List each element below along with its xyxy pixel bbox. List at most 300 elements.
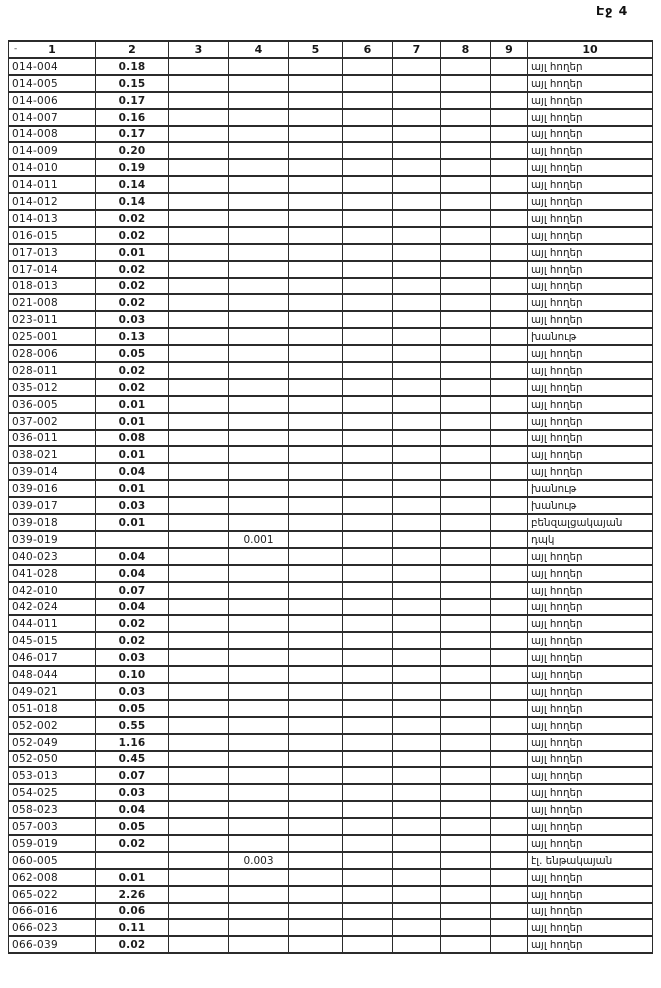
- cell-value: [229, 869, 289, 886]
- cell-value: [169, 446, 229, 463]
- cell-area: 0.01: [96, 244, 169, 261]
- cell-land-use: այլ հողեր: [528, 176, 653, 193]
- cell-land-use: այլ հողեր: [528, 244, 653, 261]
- column-header-4: 4: [229, 41, 289, 58]
- cell-value: [343, 58, 393, 75]
- cell-parcel-code: 025-001: [9, 328, 96, 345]
- cell-value: [169, 582, 229, 599]
- cell-value: [441, 649, 491, 666]
- cell-value: [441, 92, 491, 109]
- cell-area: 0.01: [96, 396, 169, 413]
- cell-value: [441, 936, 491, 953]
- cell-parcel-code: 044-011: [9, 615, 96, 632]
- cell-value: [393, 582, 441, 599]
- cell-value: [491, 362, 528, 379]
- cell-value: [441, 869, 491, 886]
- cell-value: [289, 261, 343, 278]
- cell-value: [229, 514, 289, 531]
- cell-value: [229, 903, 289, 920]
- cell-value: [229, 58, 289, 75]
- cell-parcel-code: 014-012: [9, 193, 96, 210]
- cell-value: [441, 75, 491, 92]
- cell-value: [441, 835, 491, 852]
- cell-value: [343, 362, 393, 379]
- cell-parcel-code: 014-007: [9, 109, 96, 126]
- cell-value: [229, 649, 289, 666]
- cell-land-use: այլ հողեր: [528, 565, 653, 582]
- cell-value: [169, 751, 229, 768]
- cell-value: [169, 278, 229, 295]
- cell-value: [343, 683, 393, 700]
- cell-value: [393, 142, 441, 159]
- cell-value: [289, 430, 343, 447]
- column-header-5: 5: [289, 41, 343, 58]
- column-header-7: 7: [393, 41, 441, 58]
- cell-value: [491, 649, 528, 666]
- cell-value: [229, 582, 289, 599]
- table-row: [9, 480, 653, 497]
- cell-value: [491, 852, 528, 869]
- cell-area: 0.03: [96, 784, 169, 801]
- cell-value: [393, 801, 441, 818]
- cell-area: 0.20: [96, 142, 169, 159]
- cell-parcel-code: 066-039: [9, 936, 96, 953]
- cell-value: [393, 430, 441, 447]
- cell-value: [169, 666, 229, 683]
- cell-value: [343, 193, 393, 210]
- cell-land-use: այլ հողեր: [528, 936, 653, 953]
- cell-value: [491, 835, 528, 852]
- cell-land-use: այլ հողեր: [528, 311, 653, 328]
- cell-value: [393, 261, 441, 278]
- cell-value: [393, 75, 441, 92]
- cell-value: [289, 936, 343, 953]
- cell-value: [441, 767, 491, 784]
- table-row: [9, 801, 653, 818]
- cell-value: [491, 767, 528, 784]
- cell-land-use: այլ հողեր: [528, 463, 653, 480]
- cell-parcel-code: 052-049: [9, 734, 96, 751]
- column-header-3: 3: [169, 41, 229, 58]
- cell-value: [441, 413, 491, 430]
- cell-value: [441, 58, 491, 75]
- cell-land-use: այլ հողեր: [528, 193, 653, 210]
- cell-value: [169, 345, 229, 362]
- cell-value: [491, 683, 528, 700]
- cell-value: [229, 717, 289, 734]
- cell-parcel-code: 039-017: [9, 497, 96, 514]
- cell-value: [393, 227, 441, 244]
- cell-value: [289, 311, 343, 328]
- cell-value: [169, 430, 229, 447]
- cell-value: [393, 818, 441, 835]
- cell-value: [441, 362, 491, 379]
- cell-value: [393, 159, 441, 176]
- cell-value: [393, 126, 441, 143]
- cell-value: [169, 767, 229, 784]
- cell-parcel-code: 042-010: [9, 582, 96, 599]
- cell-area: 0.01: [96, 446, 169, 463]
- cell-value: [441, 396, 491, 413]
- cell-value: [169, 632, 229, 649]
- cell-value: [343, 480, 393, 497]
- cell-value: [169, 903, 229, 920]
- cell-value: [229, 666, 289, 683]
- cell-value: [491, 565, 528, 582]
- cell-value: [169, 92, 229, 109]
- cell-value: [229, 328, 289, 345]
- cell-value: [229, 75, 289, 92]
- cell-value: [491, 818, 528, 835]
- cell-value: [441, 784, 491, 801]
- cell-parcel-code: 016-015: [9, 227, 96, 244]
- cell-value: [393, 666, 441, 683]
- cell-value: [289, 869, 343, 886]
- cell-value: [289, 413, 343, 430]
- cell-value: [229, 261, 289, 278]
- cell-value: [491, 294, 528, 311]
- cell-value: [441, 903, 491, 920]
- cell-parcel-code: 066-016: [9, 903, 96, 920]
- table-row: [9, 666, 653, 683]
- cell-value: [289, 362, 343, 379]
- cell-value: [343, 379, 393, 396]
- cell-land-use: այլ հողեր: [528, 818, 653, 835]
- cell-value: [343, 497, 393, 514]
- table-row: [9, 92, 653, 109]
- cell-value: [441, 430, 491, 447]
- cell-land-use: այլ հողեր: [528, 683, 653, 700]
- cell-value: [393, 734, 441, 751]
- cell-value: [491, 599, 528, 616]
- cell-value: [169, 565, 229, 582]
- table-row: [9, 362, 653, 379]
- cell-land-use: այլ հողեր: [528, 801, 653, 818]
- cell-value: [229, 480, 289, 497]
- cell-value: [491, 413, 528, 430]
- cell-value: [343, 886, 393, 903]
- cell-value: [289, 278, 343, 295]
- cell-land-use: այլ հողեր: [528, 345, 653, 362]
- cell-area: 0.03: [96, 311, 169, 328]
- cell-value: [289, 548, 343, 565]
- cell-value: [343, 666, 393, 683]
- cell-value: [441, 193, 491, 210]
- cell-land-use: այլ հողեր: [528, 278, 653, 295]
- cell-value: [491, 886, 528, 903]
- cell-value: [441, 126, 491, 143]
- cell-value: [289, 903, 343, 920]
- cell-value: [229, 193, 289, 210]
- cell-value: [169, 801, 229, 818]
- cell-parcel-code: 039-014: [9, 463, 96, 480]
- cell-value: [393, 109, 441, 126]
- cell-value: [229, 801, 289, 818]
- cell-value: [229, 362, 289, 379]
- cell-value: [343, 446, 393, 463]
- cell-area: 0.02: [96, 632, 169, 649]
- cell-parcel-code: 035-012: [9, 379, 96, 396]
- cell-value: [491, 58, 528, 75]
- cell-land-use: այլ հողեր: [528, 227, 653, 244]
- cell-land-use: այլ հողեր: [528, 582, 653, 599]
- cell-value: [289, 92, 343, 109]
- cell-area: 0.04: [96, 599, 169, 616]
- table-row: [9, 227, 653, 244]
- cell-land-use: այլ հողեր: [528, 210, 653, 227]
- table-header: [9, 41, 653, 58]
- cell-value: [343, 649, 393, 666]
- column-header-2: 2: [96, 41, 169, 58]
- cell-value: [289, 446, 343, 463]
- cell-parcel-code: 045-015: [9, 632, 96, 649]
- cell-value: [393, 717, 441, 734]
- cell-value: [393, 446, 441, 463]
- cell-value: [169, 328, 229, 345]
- cell-area: 0.14: [96, 193, 169, 210]
- cell-value: [289, 227, 343, 244]
- cell-parcel-code: 014-006: [9, 92, 96, 109]
- cell-value: [393, 413, 441, 430]
- cell-value: [289, 497, 343, 514]
- cell-value: [441, 176, 491, 193]
- cell-value: [393, 784, 441, 801]
- cell-value: [343, 311, 393, 328]
- cell-value: [169, 700, 229, 717]
- cell-parcel-code: 023-011: [9, 311, 96, 328]
- cell-value: [441, 244, 491, 261]
- cell-parcel-code: 054-025: [9, 784, 96, 801]
- cell-value: [491, 666, 528, 683]
- cell-value: [169, 734, 229, 751]
- cell-value: [441, 278, 491, 295]
- cell-land-use: այլ հողեր: [528, 599, 653, 616]
- cell-value: [393, 328, 441, 345]
- cell-parcel-code: 059-019: [9, 835, 96, 852]
- cell-value: [289, 379, 343, 396]
- cell-parcel-code: 039-019: [9, 531, 96, 548]
- cell-land-use: բենզալցակայան: [528, 514, 653, 531]
- cell-area: 0.55: [96, 717, 169, 734]
- cell-value: [169, 379, 229, 396]
- cell-land-use: խանութ: [528, 497, 653, 514]
- cell-value: [289, 818, 343, 835]
- cell-value: [441, 717, 491, 734]
- cell-value: [491, 109, 528, 126]
- cell-value: [393, 852, 441, 869]
- cell-value: [441, 751, 491, 768]
- cell-value: [393, 210, 441, 227]
- cell-value: [491, 379, 528, 396]
- cell-value: [229, 886, 289, 903]
- cell-value: [343, 345, 393, 362]
- cell-land-use: այլ հողեր: [528, 159, 653, 176]
- cell-land-use: դպկ: [528, 531, 653, 548]
- cell-land-use: այլ հողեր: [528, 362, 653, 379]
- cell-value: [393, 751, 441, 768]
- table-row: [9, 649, 653, 666]
- cell-value: [343, 244, 393, 261]
- cell-value: [441, 582, 491, 599]
- cell-value: [343, 717, 393, 734]
- cell-value: [343, 869, 393, 886]
- cell-value: [441, 159, 491, 176]
- cell-parcel-code: 038-021: [9, 446, 96, 463]
- cell-value: [393, 599, 441, 616]
- cell-value: [229, 751, 289, 768]
- cell-value: [393, 278, 441, 295]
- cell-value: [491, 632, 528, 649]
- table-row: [9, 159, 653, 176]
- cell-area: 0.01: [96, 413, 169, 430]
- table-row: [9, 903, 653, 920]
- cell-land-use: էլ. ենթակայան: [528, 852, 653, 869]
- cell-value: [491, 261, 528, 278]
- table-row: [9, 311, 653, 328]
- cell-parcel-code: 052-050: [9, 751, 96, 768]
- cell-land-use: այլ հողեր: [528, 126, 653, 143]
- cell-value: [169, 818, 229, 835]
- cell-value: [491, 446, 528, 463]
- cell-value: [229, 446, 289, 463]
- cell-value: [289, 176, 343, 193]
- cell-value: [441, 514, 491, 531]
- cell-value: [343, 734, 393, 751]
- cell-value: [289, 328, 343, 345]
- cell-parcel-code: 014-011: [9, 176, 96, 193]
- cell-value: [229, 176, 289, 193]
- table-row: [9, 886, 653, 903]
- cell-area: 0.13: [96, 328, 169, 345]
- cell-value: [289, 345, 343, 362]
- cell-area: 0.11: [96, 919, 169, 936]
- table-row: [9, 261, 653, 278]
- cell-value: [169, 193, 229, 210]
- cell-value: [289, 159, 343, 176]
- cell-value: [289, 649, 343, 666]
- cell-area: 0.02: [96, 227, 169, 244]
- cell-value: [169, 835, 229, 852]
- cell-value: [491, 784, 528, 801]
- table-row: [9, 700, 653, 717]
- cell-value: [491, 328, 528, 345]
- cell-value: [441, 666, 491, 683]
- cell-value: [289, 767, 343, 784]
- cell-land-use: այլ հողեր: [528, 869, 653, 886]
- table-row: [9, 582, 653, 599]
- table-row: [9, 548, 653, 565]
- table-row: [9, 599, 653, 616]
- cell-land-use: այլ հողեր: [528, 632, 653, 649]
- cell-value: [169, 126, 229, 143]
- cell-value: [441, 227, 491, 244]
- cell-value: [343, 599, 393, 616]
- cell-area: 0.02: [96, 379, 169, 396]
- column-header-1: 1 -: [9, 41, 96, 58]
- cell-value: [169, 480, 229, 497]
- cell-value: [169, 919, 229, 936]
- cell-land-use: խանութ: [528, 328, 653, 345]
- header-row: [9, 41, 653, 58]
- cell-parcel-code: 066-023: [9, 919, 96, 936]
- cell-value: [229, 784, 289, 801]
- cell-value: [289, 886, 343, 903]
- cell-value: [289, 615, 343, 632]
- cell-area: 0.19: [96, 159, 169, 176]
- cell-area: 0.03: [96, 649, 169, 666]
- cell-value: [343, 176, 393, 193]
- cell-area: 0.04: [96, 565, 169, 582]
- cell-value: [491, 463, 528, 480]
- cell-value: [289, 244, 343, 261]
- cell-value: [229, 734, 289, 751]
- cell-value: [393, 379, 441, 396]
- cell-value: [393, 700, 441, 717]
- cell-value: [441, 801, 491, 818]
- cell-value: [441, 632, 491, 649]
- cell-land-use: այլ հողեր: [528, 396, 653, 413]
- cell-value: [491, 278, 528, 295]
- cell-value: [343, 784, 393, 801]
- table-row: [9, 818, 653, 835]
- cell-area: 1.16: [96, 734, 169, 751]
- cell-land-use: այլ հողեր: [528, 142, 653, 159]
- cell-parcel-code: 039-016: [9, 480, 96, 497]
- cell-value: [491, 311, 528, 328]
- cell-value: [289, 565, 343, 582]
- table-row: [9, 514, 653, 531]
- cell-value: [343, 92, 393, 109]
- cell-value: [343, 818, 393, 835]
- cell-land-use: այլ հողեր: [528, 835, 653, 852]
- cell-area: 0.02: [96, 210, 169, 227]
- table-row: [9, 345, 653, 362]
- cell-value: [169, 362, 229, 379]
- cell-value: [441, 261, 491, 278]
- table-row: [9, 497, 653, 514]
- cell-value: [491, 919, 528, 936]
- cell-parcel-code: 040-023: [9, 548, 96, 565]
- cell-value: [393, 176, 441, 193]
- cell-area: 0.02: [96, 362, 169, 379]
- cell-value: [289, 109, 343, 126]
- cell-value: [491, 92, 528, 109]
- cell-parcel-code: 018-013: [9, 278, 96, 295]
- cell-area: 0.02: [96, 936, 169, 953]
- cell-value: [169, 294, 229, 311]
- table-row: [9, 58, 653, 75]
- cell-value: [441, 210, 491, 227]
- cell-value: [343, 328, 393, 345]
- cell-value: [491, 176, 528, 193]
- cell-value: [393, 565, 441, 582]
- cell-value: [169, 396, 229, 413]
- cell-value: [393, 919, 441, 936]
- cell-value: [289, 582, 343, 599]
- cell-parcel-code: 036-005: [9, 396, 96, 413]
- table-row: [9, 379, 653, 396]
- cell-value: [229, 463, 289, 480]
- cell-area: 0.17: [96, 126, 169, 143]
- cell-area: 0.02: [96, 615, 169, 632]
- table-row: [9, 75, 653, 92]
- cell-area: 0.07: [96, 582, 169, 599]
- table-row: [9, 109, 653, 126]
- cell-value: 0.003: [229, 852, 289, 869]
- cell-value: [229, 126, 289, 143]
- cell-value: [169, 311, 229, 328]
- cell-value: [393, 869, 441, 886]
